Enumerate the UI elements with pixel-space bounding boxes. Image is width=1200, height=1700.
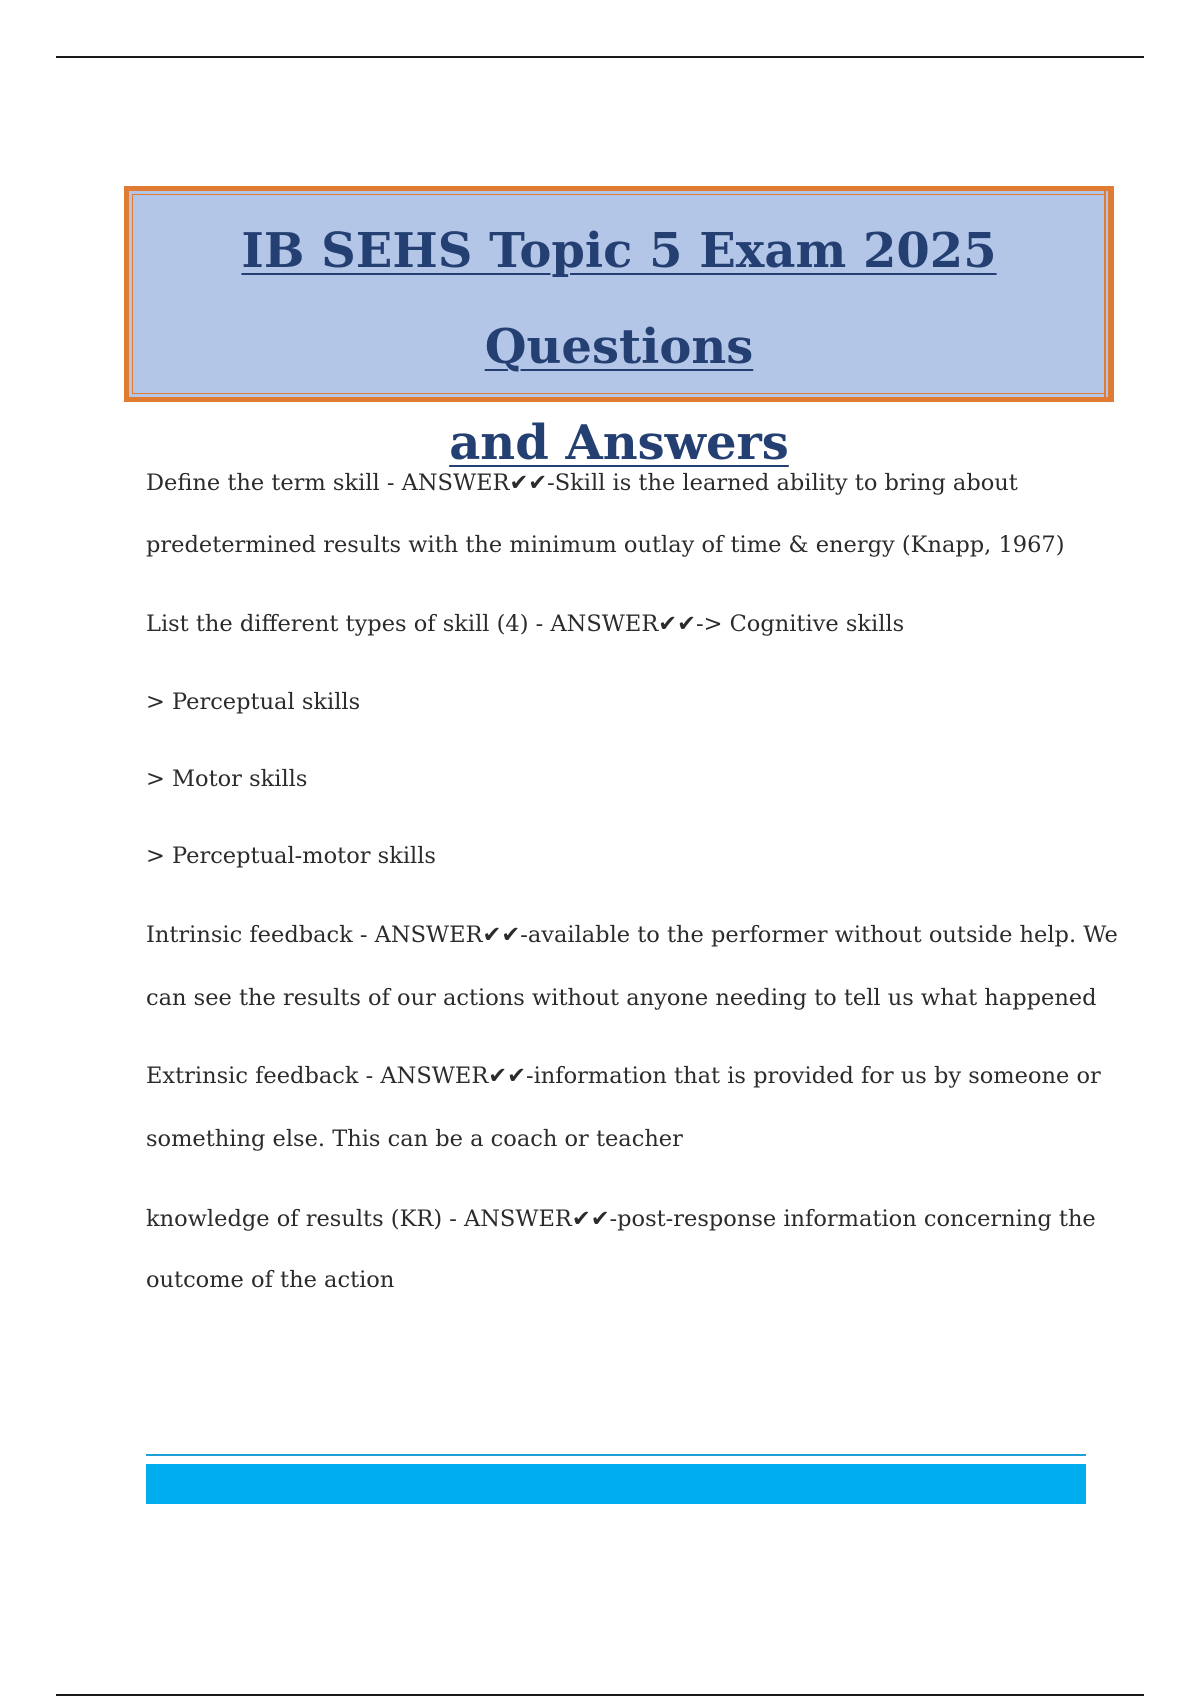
header-rule [56, 56, 1144, 58]
title-line-2: and Answers [449, 415, 789, 471]
document-title [129, 203, 1109, 491]
q1-line-2: predetermined results with the minimum outlay of time & energy (Knapp, 1967) [146, 532, 1065, 558]
title-line-1: IB SEHS Topic 5 Exam 2025 Questions [241, 223, 997, 375]
q4-line-2: something else. This can be a coach or teacher [146, 1126, 683, 1152]
q2-line-4: > Perceptual-motor skills [146, 843, 436, 869]
title-banner-edge [1104, 186, 1110, 402]
q2-line-1: List the different types of skill (4) - ANSWER✔✔-> Cognitive skills [146, 611, 905, 637]
q3-line-2: can see the results of our actions without anyone needing to tell us what happened [146, 985, 1097, 1011]
title-banner [124, 186, 1114, 471]
q1-line-1: Define the term skill - ANSWER✔✔-Skill is the learned ability to bring about [146, 470, 1018, 496]
q3-line-1: Intrinsic feedback - ANSWER✔✔-available to the performer without outside help. We [146, 922, 1118, 948]
q5-line-1: knowledge of results (KR) - ANSWER✔✔-post-response information concerning the [146, 1206, 1096, 1232]
q5-line-2: outcome of the action [146, 1267, 395, 1293]
q2-line-2: > Perceptual skills [146, 689, 361, 715]
footer-thin-rule [146, 1454, 1086, 1456]
footer-bar [146, 1464, 1086, 1504]
q2-line-3: > Motor skills [146, 766, 308, 792]
q4-line-1: Extrinsic feedback - ANSWER✔✔-information that is provided for us by someone or [146, 1063, 1101, 1089]
footer-rule [56, 1694, 1144, 1696]
